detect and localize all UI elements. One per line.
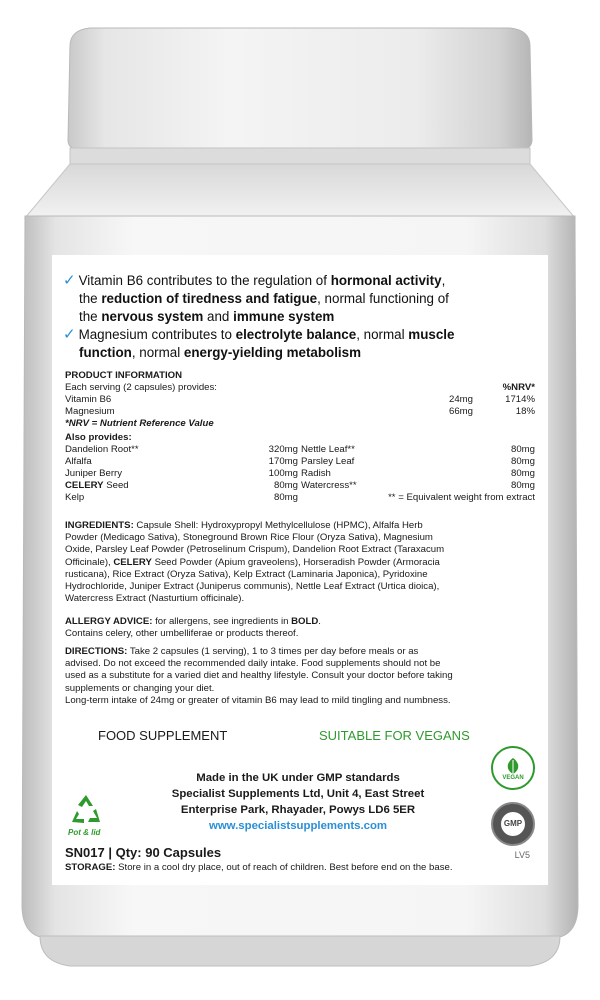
directions-block: DIRECTIONS: Take 2 capsules (1 serving), 1 to 3 times per day before meals or as advised. Do not exceed the recommended daily intake. Food supplements should not be used as a substitute for a varied diet and healthy lifestyle. Consult your doctor before taking supplements or changing your diet. Long-term intake of 24mg or greater of vitamin B6 may lead to mild tingling and numbness.	[65, 646, 453, 706]
leaf-icon	[493, 748, 533, 788]
check-icon: ✓	[63, 326, 76, 343]
also-row: Alfalfa 170mg Parsley Leaf 80mg	[65, 456, 535, 467]
bottle-shoulder	[25, 164, 575, 218]
recycle-arrows-icon	[64, 792, 108, 828]
manufacturer-block: Made in the UK under GMP standards Specialist Supplements Ltd, Unit 4, East Street Enterprise Park, Rhayader, Powys LD6 5ER www.specialistsupplements.com	[98, 770, 498, 834]
allergy-block: ALLERGY ADVICE: for allergens, see ingredients in BOLD. Contains celery, other umbelliferae or products thereof.	[65, 616, 321, 640]
label-content	[58, 262, 542, 882]
nrv-note: *NRV = Nutrient Reference Value	[65, 418, 214, 429]
claim-line-1: ✓ Vitamin B6 contributes to the regulation of hormonal activity,	[63, 272, 446, 289]
website-link[interactable]: www.specialistsupplements.com	[208, 820, 388, 832]
ingredients-block: INGREDIENTS: Capsule Shell: Hydroxypropyl Methylcellulose (HPMC), Alfalfa Herb Powder (Medicago Sativa), Stoneground Brown Rice Flour (Oryza Sativa), Magnesium Oxide, Parsley Leaf Powder (Petroselinum Crispum), Dandelion Root Extract (Taraxacum Officinale), CELERY Seed Powder (Apium graveolens), Horseradish Powder (Armoracia rusticana), Rice Extract (Oryza Sativa), Kelp Extract (Laminaria Japonica), Pyridoxine Hydrochloride, Juniper Extract (Juniperus communis), Nettle Leaf Extract (Urtica dioica), Watercress Extract (Nasturtium officinale).	[65, 520, 445, 605]
sku-quantity: SN017 | Qty: 90 Capsules	[65, 845, 222, 860]
bottle-base	[40, 936, 560, 966]
also-row: CELERY Seed 80mg Watercress** 80mg	[65, 480, 535, 491]
serving-row: Each serving (2 capsules) provides: %NRV*	[65, 382, 535, 393]
storage-line: STORAGE: Store in a cool dry place, out of reach of children. Best before end on the base.	[65, 862, 453, 873]
version-code: LV5	[514, 850, 530, 860]
also-row: Dandelion Root** 320mg Nettle Leaf** 80mg	[65, 444, 535, 455]
bottle-cap	[68, 28, 532, 150]
claim-line-5: function, normal energy-yielding metabolism	[79, 345, 362, 360]
claim-line-2: the reduction of tiredness and fatigue, normal functioning of	[79, 291, 449, 306]
check-icon: ✓	[63, 272, 76, 289]
also-row: Juniper Berry 100mg Radish 80mg	[65, 468, 535, 479]
suitable-for-vegans-label: SUITABLE FOR VEGANS	[319, 728, 470, 743]
nutrient-row: Magnesium 66mg 18%	[65, 406, 535, 417]
recycle-icon: Pot & lid	[64, 792, 108, 842]
gmp-badge-icon: GMP	[491, 802, 535, 846]
claim-line-4: ✓ Magnesium contributes to electrolyte balance, normal muscle	[63, 326, 455, 343]
vegan-badge-icon: VEGAN	[491, 746, 535, 790]
also-row: Kelp 80mg ** = Equivalent weight from extract	[65, 492, 535, 503]
product-info-heading: PRODUCT INFORMATION	[65, 370, 183, 381]
bottle-neck	[70, 148, 530, 166]
nutrient-row: Vitamin B6 24mg 1714%	[65, 394, 535, 405]
also-provides-heading: Also provides:	[65, 432, 132, 443]
food-supplement-label: FOOD SUPPLEMENT	[98, 728, 228, 743]
claim-line-3: the nervous system and immune system	[79, 309, 335, 324]
